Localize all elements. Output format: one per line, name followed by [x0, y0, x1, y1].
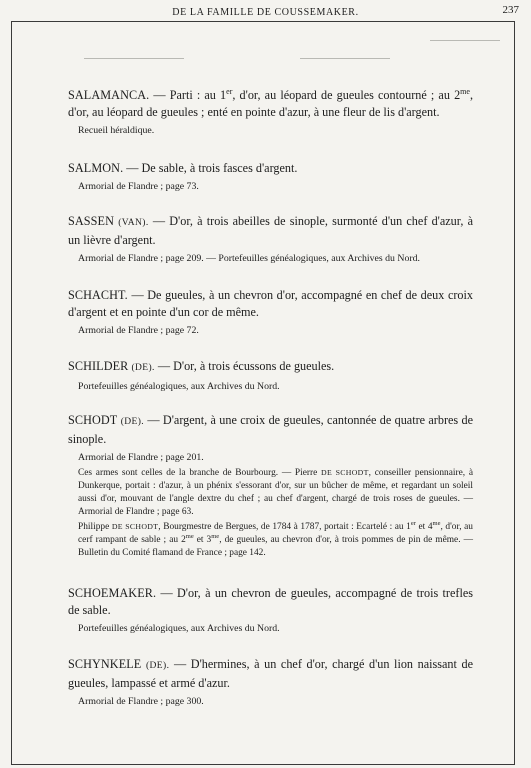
entry-note: Ces armes sont celles de la branche de Bourbourg. — Pierre DE SCHODT, conseiller pensionnaire, à Dunkerque, portait : d'azur, à un phénix s'essorant d'or, sur un bûcher de même, et regardant un soleil aussi d'or, mouvant de l'angle dextre du chef ; au chef d'argent, chargé de trois roses de gueules. — Armorial de Flandre ; page 63. — [78, 468, 474, 517]
entry-reference: Armorial de Flandre ; page 209. — Portefeuilles généalogiques, aux Archives du Nord. — [78, 253, 420, 264]
running-header: DE LA FAMILLE DE COUSSEMAKER. — [172, 7, 359, 18]
entry-name: SASSEN — [68, 214, 114, 228]
entry-reference: Portefeuilles généalogiques, aux Archives du Nord. — [78, 623, 280, 634]
entry-salmon — [0, 160, 531, 194]
entry-reference: Armorial de Flandre ; page 73. — [78, 181, 199, 192]
scan-mark — [430, 40, 500, 41]
entry-schynkele — [0, 656, 531, 709]
entry-name: SALAMANCA. — [68, 88, 150, 102]
entry-particle: (DE). — [120, 417, 145, 427]
entry-sassen — [0, 213, 531, 266]
entry-note: Philippe DE SCHODT, Bourgmestre de Bergues, de 1784 à 1787, portait : Ecartelé : au 1er et $4^{me}$, d'or, au cerf rampant de sable ; au $2^{me}$ et $3^{me}$, de gueules, au chevron d'or, à trois pommes de pin de même. — Bulletin du Comité flamand de France ; page 142. — [78, 519, 473, 558]
entry-reference: Armorial de Flandre ; page 300. — [78, 696, 204, 707]
entry-name: SCHODT — [68, 413, 118, 427]
entry-particle: (DE). — [145, 661, 170, 671]
entry-particle: (VAN). — [118, 218, 149, 228]
entry-schilder — [0, 358, 531, 394]
entry-reference: Armorial de Flandre ; page 72. — [78, 325, 199, 336]
entry-schoemaker — [0, 585, 531, 636]
entry-heading: SALMON. — De sable, à trois fasces d'argent. — [68, 161, 298, 175]
page-number: 237 — [502, 4, 519, 16]
entry-name: SCHOEMAKER. — [68, 586, 157, 600]
entry-heading: SASSEN (VAN). — D'or, à trois abeilles de sinople, surmonté d'un chef d'azur, à un lièvre d'argent. — [68, 214, 473, 247]
entry-name: SCHILDER — [68, 359, 129, 373]
entry-heading: SALAMANCA. — Parti : au 1er, d'or, au léopard de gueules contourné ; au $2^{me}$, d'or, au léopard de gueules ; enté en pointe d'azur, à une fleur de lis d'argent. — [68, 86, 473, 119]
scan-mark — [84, 58, 184, 59]
entry-reference: Armorial de Flandre ; page 201. — [78, 452, 204, 463]
entry-reference: Portefeuilles généalogiques, aux Archives du Nord. — [78, 381, 280, 392]
entry-schodt — [0, 412, 531, 560]
entry-heading: SCHODT (DE). — D'argent, à une croix de gueules, cantonnée de quatre arbres de sinople. — [68, 413, 474, 446]
entry-particle: (DE). — [131, 363, 155, 373]
entry-name: SCHYNKELE — [68, 657, 142, 671]
entry-salamanca — [0, 87, 531, 138]
entry-reference: Recueil héraldique. — [78, 125, 155, 136]
entry-heading: SCHYNKELE (DE). — D'hermines, à un chef d'or, chargé d'un lion naissant de gueules, lampassé et armé d'azur. — [68, 657, 474, 690]
entry-heading: SCHOEMAKER. — D'or, à un chevron de gueules, accompagné de trois trefles de sable. — [68, 586, 473, 617]
entry-heading: SCHACHT. — De gueules, à un chevron d'or, accompagné en chef de deux croix d'argent et en pointe d'un cor de même. — [68, 288, 473, 319]
entry-schacht — [0, 287, 531, 338]
entry-name: SALMON. — [68, 161, 124, 175]
entry-name: SCHACHT. — [68, 288, 128, 302]
entry-heading: SCHILDER (DE). — D'or, à trois écussons de gueules. — [68, 359, 335, 373]
scan-mark — [300, 58, 390, 59]
